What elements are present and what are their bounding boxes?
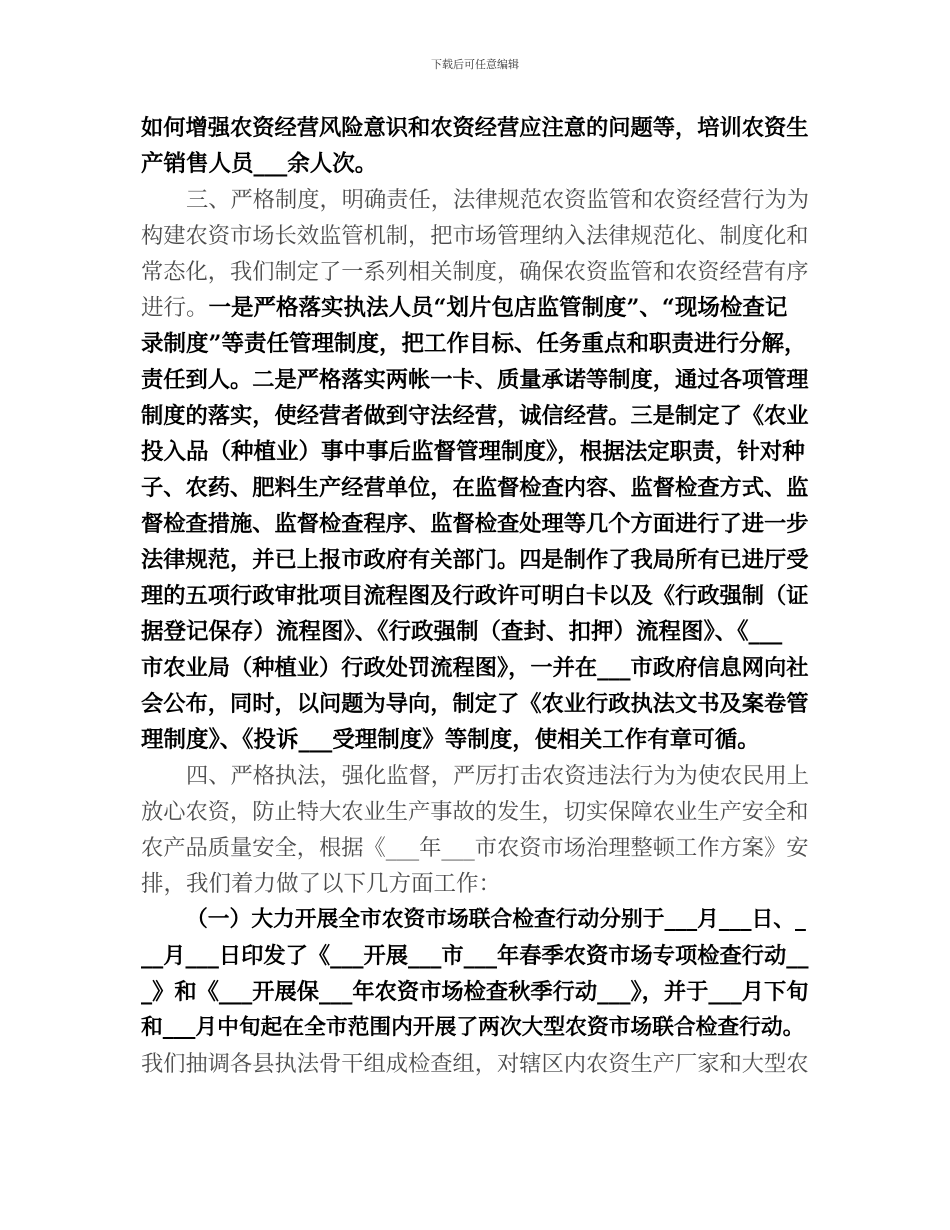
text-line bbox=[186, 758, 809, 794]
page-header: 下载后可任意编辑 bbox=[431, 58, 519, 71]
text-bold: 会公布，同时，以问题为导向，制定了《农业行政执法文书及案卷管 bbox=[141, 691, 809, 717]
text-light: 排，我们着力做了以下几方面工作： bbox=[141, 871, 502, 897]
text-bold: 一是严格落实执法人员“划片包店监管制度”、“现场检查记 bbox=[208, 295, 788, 321]
text-line bbox=[141, 290, 787, 326]
text-bold: 和___月中旬起在全市范围内开展了两次大型农资市场联合检查行动。 bbox=[141, 1015, 805, 1040]
text-bold: 督检查措施、监督检查程序、监督检查处理等几个方面进行了进一步 bbox=[141, 511, 809, 537]
text-line bbox=[186, 902, 806, 938]
text-bold: 市农业局（种植业）行政处罚流程图》，一并在___市政府信息网向社 bbox=[141, 655, 809, 681]
text-line bbox=[141, 254, 809, 290]
text-line bbox=[141, 686, 809, 722]
text-line bbox=[141, 830, 809, 866]
text-light: 三、严格制度，明确责任，法律规范农资监管和农资经营行为为 bbox=[186, 187, 809, 213]
text-line bbox=[141, 326, 806, 362]
text-line bbox=[141, 398, 809, 434]
text-line bbox=[141, 146, 377, 182]
text-bold: 据登记保存）流程图》、《行政强制（查封、扣押）流程图》、《___ bbox=[141, 619, 783, 645]
text-line bbox=[141, 1010, 804, 1046]
text-line bbox=[141, 938, 809, 974]
text-light: 常态化，我们制定了一系列相关制度，确保农资监管和农资经营有序 bbox=[141, 259, 809, 285]
text-line bbox=[141, 866, 501, 902]
text-line bbox=[141, 110, 809, 146]
text-bold: 责任到人。二是严格落实两帐一卡、质量承诺等制度，通过各项管理 bbox=[141, 367, 809, 393]
text-line bbox=[141, 1046, 809, 1082]
text-bold: _》和《___开展保___年农资市场检查秋季行动___》，并于___月下旬 bbox=[141, 979, 809, 1005]
text-bold: 理的五项行政审批项目流程图及行政许可明白卡以及《行政强制（证 bbox=[141, 583, 809, 609]
text-bold: 录制度”等责任管理制度，把工作目标、任务重点和职责进行分解， bbox=[141, 331, 807, 357]
text-line bbox=[141, 722, 760, 758]
text-line bbox=[141, 362, 809, 398]
text-bold: 子、农药、肥料生产经营单位，在监督检查内容、监督检查方式、监 bbox=[141, 475, 809, 501]
text-line bbox=[141, 218, 809, 254]
text-bold: （一）大力开展全市农资市场联合检查行动分别于___月___日、_ bbox=[186, 907, 806, 932]
text-bold: 产销售人员___余人次。 bbox=[141, 151, 378, 177]
text-line bbox=[141, 542, 809, 578]
text-line bbox=[186, 182, 809, 218]
text-line bbox=[141, 974, 809, 1010]
text-light: 构建农资市场长效监管机制，把市场管理纳入法律规范化、制度化和 bbox=[141, 223, 809, 249]
text-bold: 制度的落实，使经营者做到守法经营，诚信经营。三是制定了《农业 bbox=[141, 403, 809, 429]
text-line bbox=[141, 794, 809, 830]
text-light: 放心农资，防止特大农业生产事故的发生，切实保障农业生产安全和 bbox=[141, 799, 809, 825]
text-line bbox=[141, 650, 809, 686]
text-light: 我们抽调各县执法骨干组成检查组，对辖区内农资生产厂家和大型农 bbox=[141, 1051, 809, 1077]
text-light: 农产品质量安全，根据《___年___市农资市场治理整顿工作方案》安 bbox=[141, 835, 809, 861]
text-line bbox=[141, 470, 809, 506]
text-bold: 投入品（种植业）事中事后监督管理制度》，根据法定职责，针对种 bbox=[141, 439, 805, 465]
text-line bbox=[141, 434, 805, 470]
text-light: 进行。 bbox=[141, 295, 209, 321]
text-line bbox=[141, 506, 809, 542]
text-light: 四、严格执法，强化监督，严厉打击农资违法行为为使农民用上 bbox=[186, 763, 809, 789]
text-bold: 如何增强农资经营风险意识和农资经营应注意的问题等，培训农资生 bbox=[141, 115, 809, 141]
text-line bbox=[141, 578, 809, 614]
text-bold: 理制度》、《投诉___受理制度》等制度，使相关工作有章可循。 bbox=[141, 727, 760, 753]
text-bold: __月___日印发了《___开展___市___年春季农资市场专项检查行动__ bbox=[141, 943, 809, 969]
text-line bbox=[141, 614, 782, 650]
text-bold: 法律规范，并已上报市政府有关部门。四是制作了我局所有已进厅受 bbox=[141, 547, 809, 573]
